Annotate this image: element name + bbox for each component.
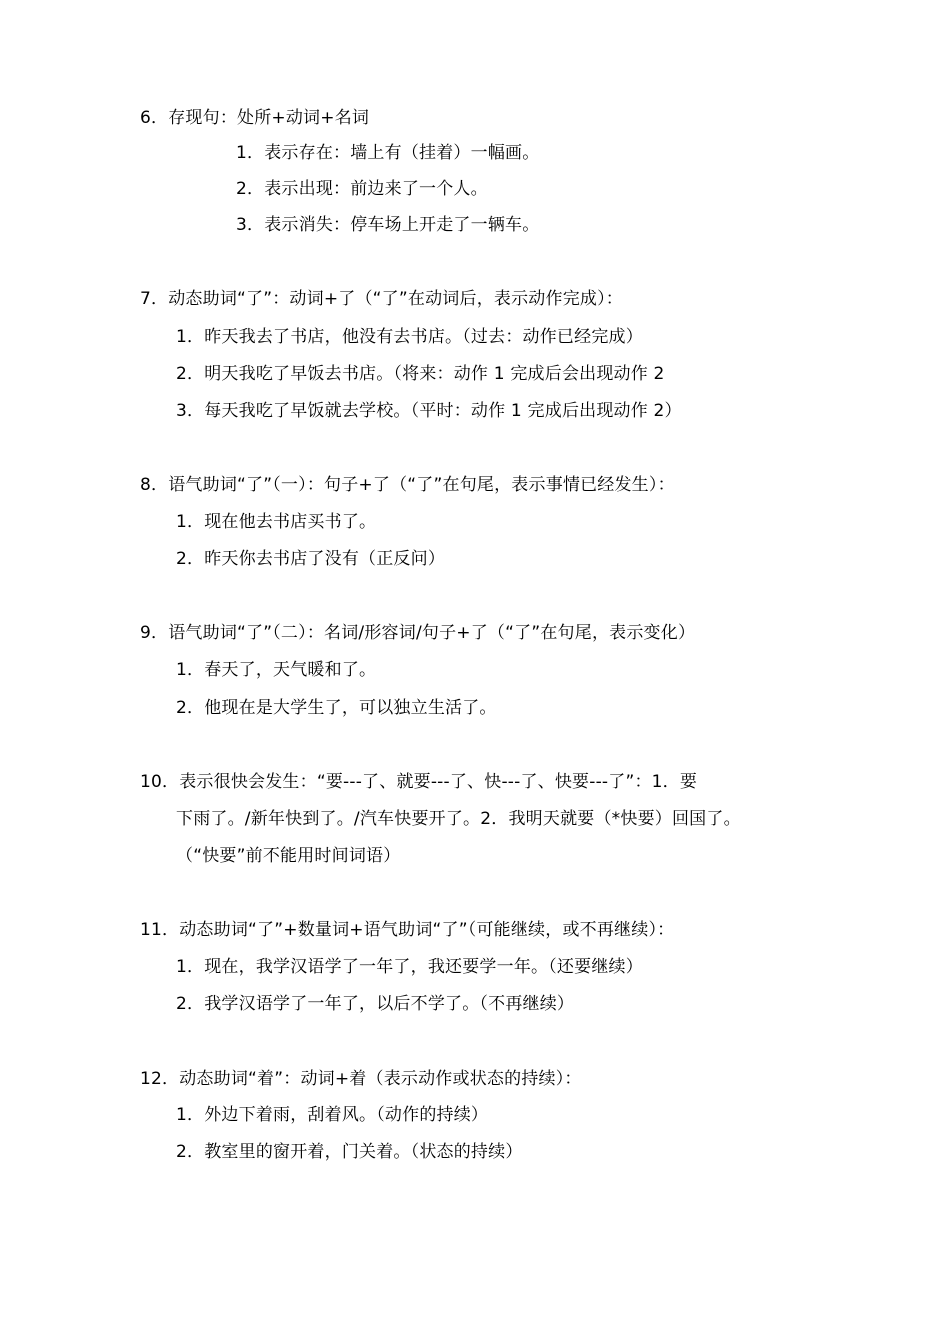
continuation-line: （“快要”前不能用时间词语）: [176, 846, 401, 866]
section-heading: 7．动态助词“了”：动词+了（“了”在动词后，表示动作完成）：: [140, 289, 623, 309]
section-heading: 6．存现句：处所+动词+名词: [140, 108, 370, 128]
list-item: 1．表示存在：墙上有（挂着）一幅画。: [236, 143, 540, 163]
section-heading: 10．表示很快会发生：“要---了、就要---了、快---了、快要---了”：1．要: [140, 772, 698, 792]
list-item: 1．春天了，天气暖和了。: [176, 660, 377, 680]
continuation-line: 下雨了。/新年快到了。/汽车快要开了。2．我明天就要（*快要）回国了。: [176, 809, 741, 829]
list-item: 3．每天我吃了早饭就去学校。（平时：动作 1 完成后出现动作 2）: [176, 401, 682, 421]
list-item: 2．我学汉语学了一年了，以后不学了。（不再继续）: [176, 994, 575, 1014]
list-item: 1．外边下着雨，刮着风。（动作的持续）: [176, 1105, 489, 1125]
list-item: 1．现在他去书店买书了。: [176, 512, 377, 532]
section-heading: 9．语气助词“了”（二）：名词/形容词/句子+了（“了”在句尾，表示变化）: [140, 623, 696, 643]
section-heading: 8．语气助词“了”（一）：句子+了（“了”在句尾，表示事情已经发生）：: [140, 475, 675, 495]
list-item: 3．表示消失：停车场上开走了一辆车。: [236, 215, 540, 235]
list-item: 2．昨天你去书店了没有（正反问）: [176, 549, 446, 569]
list-item: 2．明天我吃了早饭去书店。（将来：动作 1 完成后会出现动作 2: [176, 364, 665, 384]
list-item: 2．表示出现：前边来了一个人。: [236, 179, 488, 199]
section-heading: 11．动态助词“了”+数量词+语气助词“了”（可能继续，或不再继续）：: [140, 920, 675, 940]
section-heading: 12．动态助词“着”：动词+着（表示动作或状态的持续）：: [140, 1069, 582, 1089]
list-item: 2．他现在是大学生了，可以独立生活了。: [176, 698, 497, 718]
list-item: 2．教室里的窗开着，门关着。（状态的持续）: [176, 1142, 523, 1162]
list-item: 1．现在，我学汉语学了一年了，我还要学一年。（还要继续）: [176, 957, 643, 977]
list-item: 1．昨天我去了书店，他没有去书店。（过去：动作已经完成）: [176, 327, 643, 347]
